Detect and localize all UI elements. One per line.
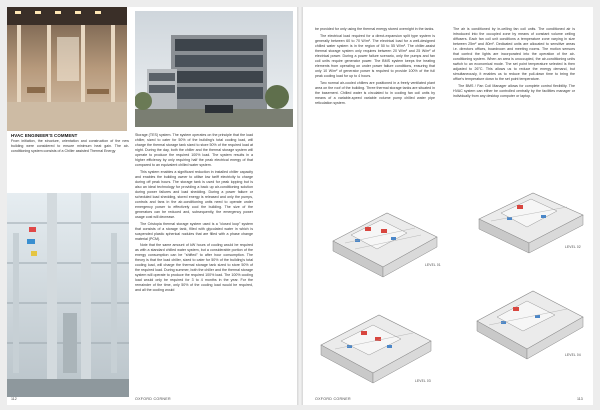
- diagram-label-level-01: LEVEL 01: [425, 263, 441, 267]
- right-column-1: [315, 27, 435, 187]
- left-body-column: [135, 133, 253, 396]
- exterior-photo: [135, 11, 293, 127]
- folio-number: 113: [577, 397, 583, 401]
- paragraph: This system enables a significant reduction in installed chiller capacity and enables the building owner to utilise low tariff electricity to charge during off peak hours. The storage tank is used for peak lopping but is also an ideal technology for providing a back up air-conditioning solution during power failures and load shedding. During a power failure or scheduled load shedding, stored energy is released and only the pumps, controls and fans in the air-conditioning units need to operate under emergency power to effectively cool the building. The size of the generators can be reduced and, subsequently, the emergency power usage cost will decrease.: [135, 169, 253, 219]
- paragraph: The BMS / Fan Coil Manager allows for complete control flexibility. The HVAC system can either be controlled centrally by the facilities manager or individually from any desktop computer or laptop.: [453, 83, 575, 98]
- left-page: [7, 7, 297, 405]
- folio-number: 112: [11, 397, 17, 401]
- section-heading: HVAC ENGINEER'S COMMENT: [11, 133, 78, 138]
- paragraph: The air is conditioned by in-ceiling fan coil units. The conditioned air is introduced into the occupied zone by means of constant volume ceiling diffusers. Each fan coil unit conditions a temperature zone varying in size between 25m² and 80m². Dedicated units are allocated to sensitive areas i.e. directors offices, boardroom and meeting rooms. The motion sensors that control the lights are incorporated into the operation of the air-conditioning system. When an area is unoccupied, the air-conditioning units switch to an economical mode. The set point temperature selected is then adjusted to 26°C. This allows us to reduce the energy demand, but simultaneously, it enables us to reduce the pull-down time to bring the office's temperature down to the set point temperature.: [453, 27, 575, 81]
- paragraph: Storage (TES) system. The system operates on the principle that the load chiller, sized to cater for 50% of the building's total cooling load, will charge the thermal storage tank sized to store 50% of the required load at night. During the day, both the chiller and the thermal storage system will operate to produce the required 100% load. The system results in a higher efficiency by only requiring half the peak electrical energy of that compared to an equivalent chilled water system.: [135, 133, 253, 167]
- intro-text: From initiation, the structure, orientation and construction of the new building were considered to ensure minimum heat gain. The air-conditioning system consists of a Chiller assisted Thermal Energy: [11, 139, 129, 153]
- paragraph: Note that the same amount of kW hours of cooling would be required as with a standard chilled water system, but a considerable portion of the energy consumption can be "shifted" to after hour consumption. The theory is that the load chiller, sized to cater for 50% of the building's total cooling load, will charge the thermal storage tank sized to store 50% of the required load. During summer, both the chiller and the thermal storage system will operate to produce the required 100% load. The 100% cooling load would only be required for 3 to 4 months in the year. For the remainder of the time, only 50% of the cooling load would be required, and all the cooling would: [135, 243, 253, 293]
- running-footer: OXFORD CORNER: [315, 397, 351, 401]
- atrium-photo: [7, 193, 129, 397]
- paragraph: Two normal air-cooled chillers are positioned in a freely ventilated plant area on the roof of the building. Three thermal storage tanks are situated in the basement. Chilled water is circulated to in cooling fan coil units by means of a variable-speed variable volume pump chilled water pipe reticulation system.: [315, 80, 435, 105]
- intro-paragraph: [11, 139, 129, 189]
- paragraph: The Cristopia thermal storage system used is a "closed loop" system that consists of a storage tank, filled with glycolated water in which is suspended plastic spherical nodules that are filled with a phase change material (PCM).: [135, 221, 253, 241]
- paragraph: be provided for only using the thermal energy stored overnight in the tanks.: [315, 27, 435, 31]
- floor-diagram-level-02: [471, 167, 589, 257]
- diagram-label-level-03: LEVEL 03: [415, 379, 431, 383]
- running-footer: OXFORD CORNER: [135, 397, 171, 401]
- diagram-label-level-02: LEVEL 02: [565, 245, 581, 249]
- floor-diagram-level-01: [325, 183, 443, 283]
- right-page: [303, 7, 593, 405]
- paragraph: The electrical load required for a direct-expansion split type system is generally between 60 to 70 W/m². The electrical load for a well-designed chilled water system is in the region of 50 to 55 W/m². The chiller-assist thermal storage system only requires between 20 W/m² and 25 W/m² of electrical power. During a power failure scenario, only the pumps and fan coil units require generator power. The BMS system keeps the heating elements from operating on under power failure conditions, ensuring that only 10 W/m² of generator power is required to provide 100% of the full peak cooling load for up to 4 hours.: [315, 33, 435, 78]
- floor-diagram-level-04: [469, 265, 589, 365]
- diagram-label-level-04: LEVEL 04: [565, 353, 581, 357]
- lobby-photo: [7, 7, 127, 131]
- floor-diagram-level-03: [313, 289, 437, 389]
- right-column-2: [453, 27, 575, 187]
